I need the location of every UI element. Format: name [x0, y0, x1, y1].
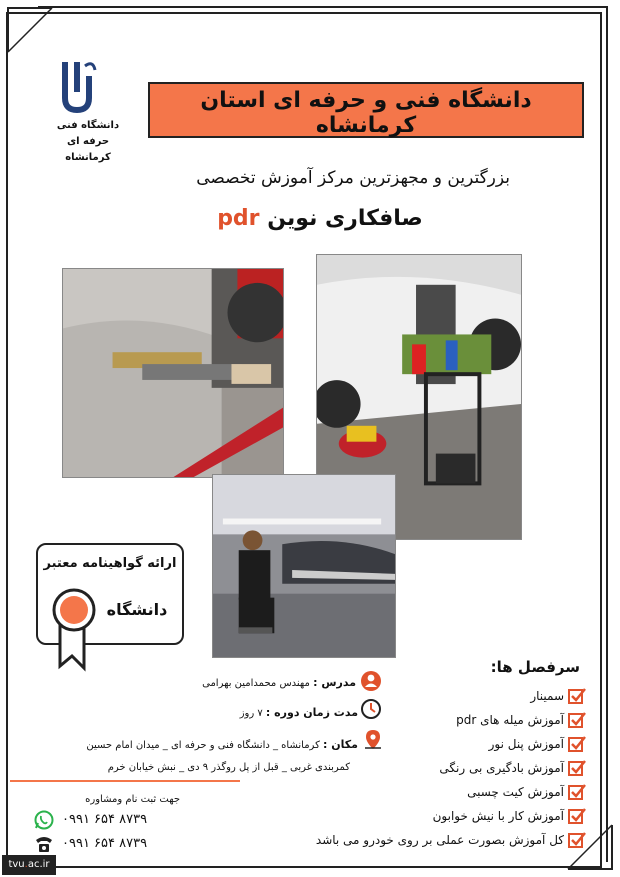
contact-divider — [10, 780, 240, 782]
syllabus-item — [316, 830, 586, 850]
location-row — [40, 738, 358, 751]
syllabus-item-label: کل آموزش بصورت عملی بر روی خودرو می باشد — [315, 833, 564, 847]
user-icon — [360, 670, 382, 692]
headline — [200, 206, 440, 231]
watermark-dot: . — [24, 859, 28, 870]
site-watermark — [2, 855, 56, 875]
phone-landline[interactable]: ۰۹۹۱ ۶۵۴ ۸۷۳۹ — [62, 836, 148, 851]
checkbox-icon — [568, 807, 586, 825]
syllabus-item-label: آموزش میله های pdr — [456, 713, 564, 727]
checkbox-icon — [568, 735, 586, 753]
instructor-label: مدرس : — [313, 676, 356, 689]
syllabus-item-label: آموزش کار با نیش خوابون — [432, 809, 564, 823]
checkbox-icon — [568, 783, 586, 801]
checkbox-icon — [568, 831, 586, 849]
headline-accent: pdr — [217, 206, 260, 231]
medal-icon — [52, 588, 96, 672]
syllabus-item — [489, 734, 586, 754]
logo-caption — [48, 118, 128, 166]
page-title: دانشگاه فنی و حرفه ای استان کرمانشاه — [200, 88, 532, 138]
syllabus-item — [467, 782, 586, 802]
duration-value: ۷ روز — [239, 708, 263, 719]
photo-technician-workshop — [212, 474, 396, 658]
clock-icon — [360, 698, 382, 720]
syllabus-item-label: آموزش پنل نور — [488, 737, 564, 751]
phone-whatsapp[interactable]: ۰۹۹۱ ۶۵۴ ۸۷۳۹ — [62, 812, 148, 827]
certificate-title: ارائه گواهینامه معتبر — [43, 556, 177, 571]
syllabus-item — [433, 806, 586, 826]
checkbox-icon — [568, 759, 586, 777]
watermark-prefix: tvu — [8, 859, 25, 870]
logo-caption-line2: کرمانشاه — [65, 152, 111, 163]
corner-decoration-top-left — [6, 6, 54, 54]
subtitle: بزرگترین و مجهزترین مرکز آموزش تخصصی — [196, 168, 510, 188]
syllabus-item-label: آموزش کیت چسبی — [467, 785, 564, 799]
instructor-value: مهندس محمدامین بهرامی — [202, 678, 310, 689]
syllabus-item-label: سمینار — [530, 689, 564, 703]
syllabus-item — [439, 758, 586, 778]
location-line1: کرمانشاه _ دانشگاه فنی و حرفه ای _ میدان امام حسین — [86, 740, 320, 751]
logo-caption-line1: دانشگاه فنی حرفه ای — [56, 120, 120, 147]
university-logo — [55, 58, 99, 114]
headline-text: صافکاری نوین — [267, 206, 423, 231]
syllabus-item — [530, 686, 586, 706]
checkbox-icon — [568, 687, 586, 705]
telephone-icon — [34, 834, 54, 854]
photo-dent-puller — [62, 268, 284, 478]
instructor-row — [180, 676, 356, 689]
contact-label: جهت ثبت نام ومشاوره — [85, 794, 180, 805]
duration-label: مدت زمان دوره : — [265, 706, 358, 719]
syllabus-title: سرفصل ها: — [490, 658, 580, 676]
whatsapp-icon — [34, 810, 54, 830]
location-label: مکان : — [323, 738, 358, 751]
watermark-suffix: ac.ir — [27, 859, 50, 870]
syllabus-item-label: آموزش بادگیری بی رنگی — [439, 761, 564, 775]
syllabus-item — [456, 710, 586, 730]
checkbox-icon — [568, 711, 586, 729]
duration-row — [220, 706, 358, 719]
certificate-word: دانشگاه — [106, 600, 168, 619]
location-line2: کمربندی غربی _ قبل از پل روگذر ۹ دی _ نبش خیابان خرم — [107, 762, 350, 773]
location-pin-icon — [362, 728, 384, 750]
